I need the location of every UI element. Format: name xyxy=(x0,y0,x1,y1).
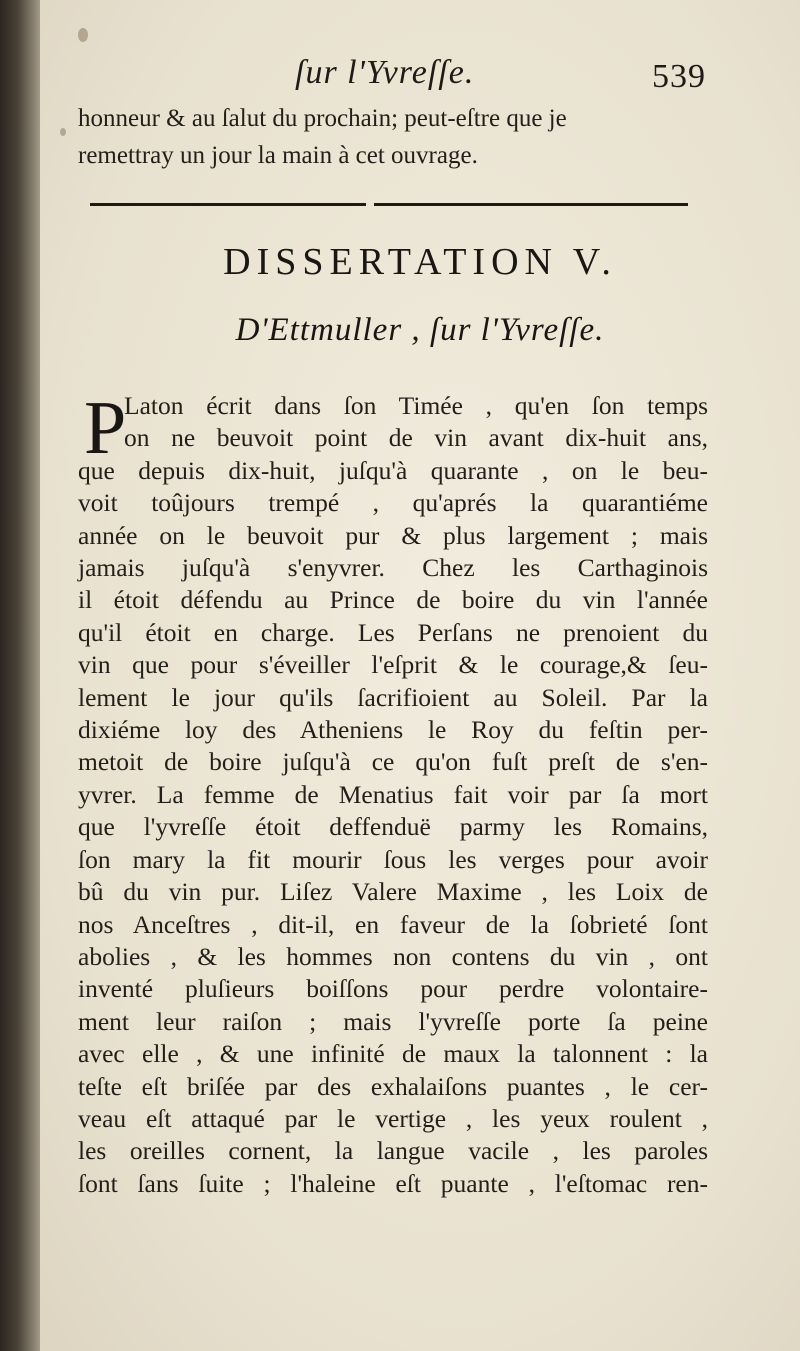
intro-paragraph xyxy=(78,100,698,174)
intro-line: honneur & au ſalut du prochain; peut-eſtre que je xyxy=(78,105,567,132)
body-line: Laton écrit dans ſon Timée , qu'en ſon temps xyxy=(124,391,708,420)
drop-cap-letter: P xyxy=(84,386,127,470)
section-divider xyxy=(90,203,688,206)
body-line: ſon mary la fit mourir ſous les verges pour avoir xyxy=(78,844,708,874)
body-line: jamais juſqu'à s'enyvrer. Chez les Carthaginois xyxy=(78,553,708,583)
body-line: ment leur raiſon ; mais l'yvreſſe porte ſa peine xyxy=(78,1006,708,1036)
body-line: voit toûjours trempé , qu'aprés la quarantiéme xyxy=(78,488,708,518)
intro-line: remettray un jour la main à cet ouvrage. xyxy=(78,142,478,169)
section-title: DISSERTATION V. xyxy=(223,241,617,283)
body-line: yvrer. La femme de Menatius fait voir par ſa mort xyxy=(78,779,708,809)
body-line: teſte eſt briſée par des exhalaiſons puantes , le cer- xyxy=(78,1071,708,1101)
ink-spot xyxy=(78,28,88,42)
body-line: avec elle , & une infinité de maux la talonnent : la xyxy=(78,1039,708,1069)
body-line: qu'il étoit en charge. Les Perſans ne prenoient du xyxy=(78,617,708,647)
page-header xyxy=(40,48,800,98)
body-line: inventé pluſieurs boiſſons pour perdre volontaire- xyxy=(78,974,708,1004)
body-line: vin que pour s'éveiller l'eſprit & le courage,& ſeu- xyxy=(78,650,708,680)
body-line: il étoit défendu au Prince de boire du vin l'année xyxy=(78,585,708,615)
body-line: les oreilles cornent, la langue vacile , les paroles xyxy=(78,1136,708,1166)
section-subtitle: D'Ettmuller , ſur l'Yvreſſe. xyxy=(235,312,605,348)
body-line: dixiéme loy des Atheniens le Roy du feſtin per- xyxy=(78,715,708,745)
body-line: année on le beuvoit pur & plus largement ; mais xyxy=(78,520,708,550)
body-line: abolies , & les hommes non contens du vin , ont xyxy=(78,941,708,971)
body-line: ſont ſans ſuite ; l'haleine eſt puante , l'eſtomac ren- xyxy=(78,1168,708,1198)
ink-spot xyxy=(60,128,66,136)
running-title: ſur l'Yvreſſe. xyxy=(295,54,475,91)
body-line: que l'yvreſſe étoit deffenduë parmy les Romains, xyxy=(78,812,708,842)
book-page xyxy=(40,0,800,1351)
body-paragraph xyxy=(78,386,708,1200)
body-line: nos Anceſtres , dit-il, en faveur de la ſobrieté ſont xyxy=(78,909,708,939)
body-line: metoit de boire juſqu'à ce qu'on fuſt preſt de s'en- xyxy=(78,747,708,777)
page-number: 539 xyxy=(652,58,706,95)
body-line: bû du vin pur. Liſez Valere Maxime , les Loix de xyxy=(78,877,708,907)
body-line: lement le jour qu'ils ſacrifioient au Soleil. Par la xyxy=(78,682,708,712)
body-line: veau eſt attaqué par le vertige , les yeux roulent , xyxy=(78,1103,708,1133)
body-line: on ne beuvoit point de vin avant dix-huit ans, xyxy=(124,423,708,453)
body-line: que depuis dix-huit, juſqu'à quarante , on le beu- xyxy=(78,455,708,485)
